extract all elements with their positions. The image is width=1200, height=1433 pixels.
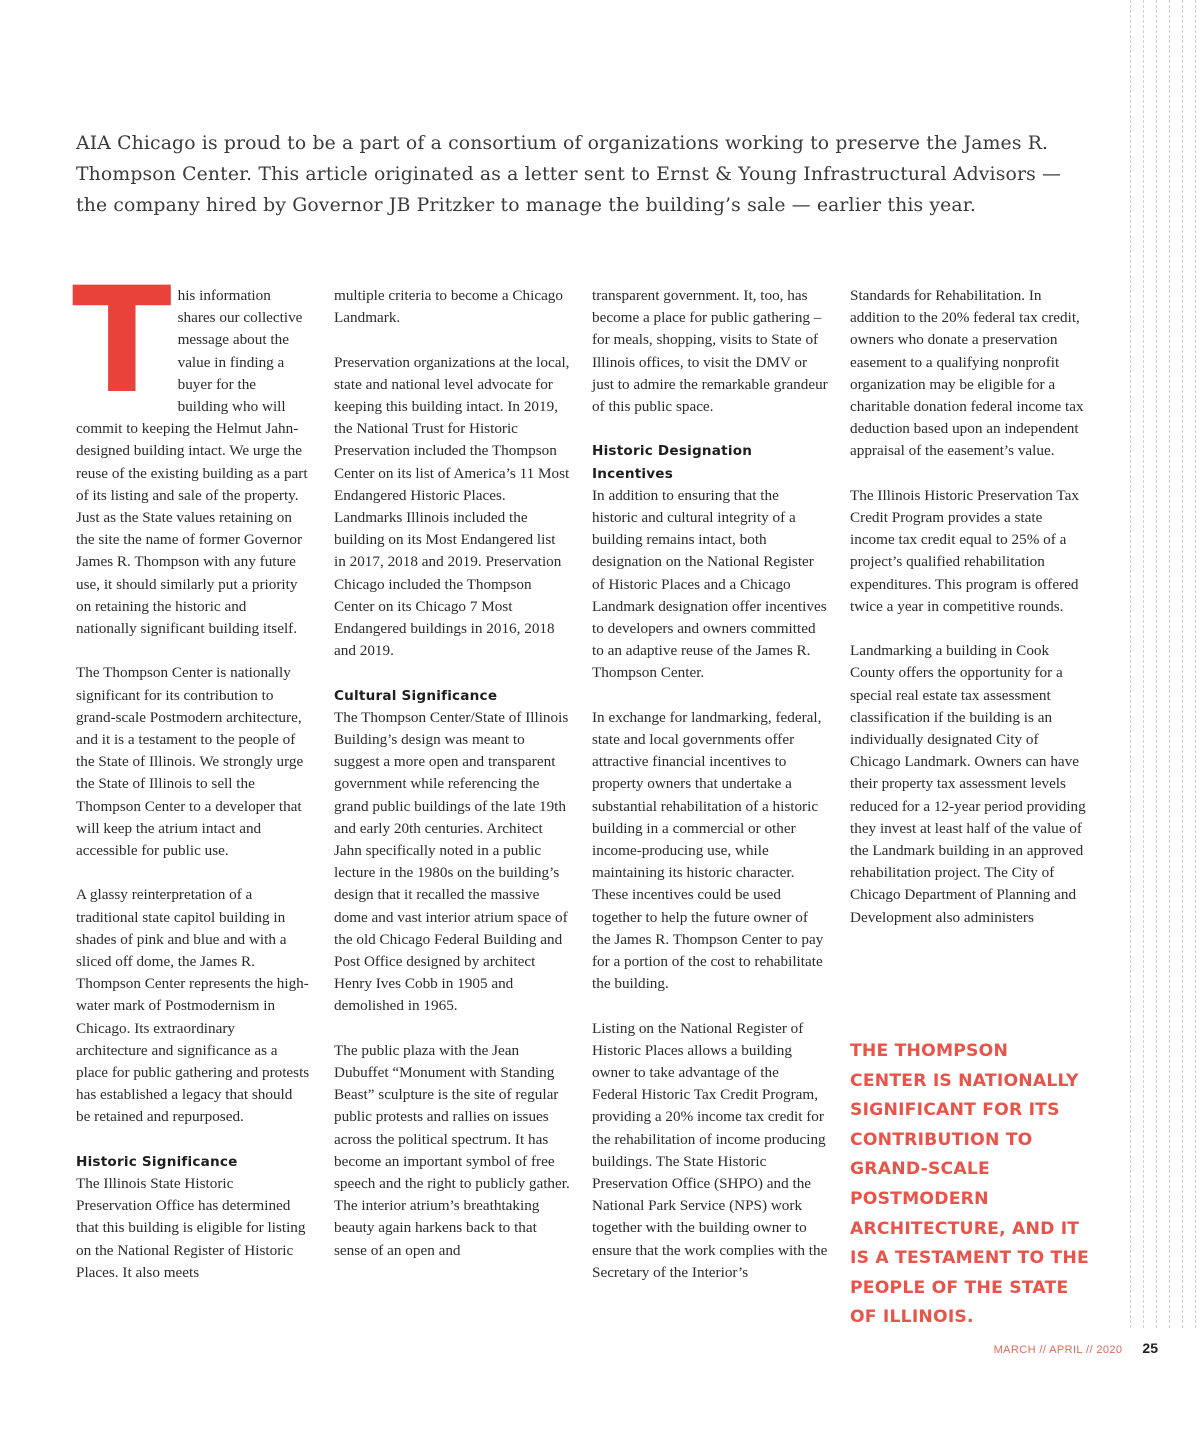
body-paragraph: A glassy reinterpretation of a traditional state capitol building in shades of pink and blue and with a sliced off dome, the James R. Thompson Center represents the high-water mark of Postmodernism in Chicago. Its extraordinary architecture and significance as a place for public gathering and protests has established a legacy that should be retained and repurposed. [76,886,310,1126]
page-number: 25 [1142,1340,1158,1356]
body-paragraph: Listing on the National Register of Historic Places allows a building owner to take advantage of the Federal Historic Tax Credit Program, providing a 20% income tax credit for the rehabilitation of income producing buildings. The State Historic Preservation Office (SHPO) and the National Park Service (NPS) work together with the building owner to ensure that the work complies with the Secretary of the Interior’s [592,1019,828,1281]
drop-cap: T [72,256,168,426]
article-column-2 [334,285,570,1284]
article-column-3 [592,285,828,1306]
intro-paragraph: AIA Chicago is proud to be a part of a consortium of organizations working to preserve the James R. Thompson Center. This article originated as a letter sent to Ernst & Young Infrastructural Advisors — the company hired by Governor JB Pritzker to manage the building’s sale — earlier this year. [76,133,1061,216]
body-paragraph: The Thompson Center/State of Illinois Building’s design was meant to suggest a more open and transparent government while referencing the grand public buildings of the late 19th and early 20th centuries. Architect Jahn specifically noted in a public lecture in the 1980s on the building’s design that it recalled the massive dome and vast interior atrium space of the old Chicago Federal Building and Post Office designed by architect Henry Ives Cobb in 1905 and demolished in 1965. [334,708,569,1015]
body-paragraph: transparent government. It, too, has become a place for public gathering – for meals, shopping, visits to State of Illinois offices, to visit the DMV or just to admire the remarkable grandeur of this public space. [592,287,828,416]
body-paragraph: Standards for Rehabilitation. In addition to the 20% federal tax credit, owners who donate a preservation easement to a qualifying nonprofit organization may be eligible for a charitable donation federal income tax deduction based upon an independent appraisal of the easement’s value. [850,287,1084,460]
body-paragraph: multiple criteria to become a Chicago Landmark. [334,287,563,327]
body-paragraph: The Illinois Historic Preservation Tax Credit Program provides a state income tax credit equal to 25% of a project’s qualified rehabilitation expenditures. This program is offered twice a year in competitive rounds. [850,486,1079,615]
body-paragraph: The Illinois State Historic Preservation Office has determined that this building is eligible for listing on the National Register of Historic Places. It also meets [76,1175,306,1281]
section-heading-designation-incentives: Historic Designation Incentives [592,443,753,482]
article-column-1 [72,256,310,1306]
body-paragraph: This information shares our collective message about the value in finding a buyer for the building who will commit to keeping the Helmut Jahn-designed building intact. We urge the reuse of the existing building as a part of its listing and sale of the property. Just as the State values retaining on the site the name of former Governor James R. Thompson with any future use, it should similarly put a priority on retaining the historic and nationally significant building itself. [72,256,308,638]
body-paragraph: Preservation organizations at the local, state and national level advocate for keeping this building intact. In 2019, the National Trust for Historic Preservation included the Thompson Center on its list of America’s 11 Most Endangered Historic Places. Landmarks Illinois included the building on its Most Endangered list in 2017, 2018 and 2019. Preservation Chicago included the Thompson Center on its Chicago 7 Most Endangered buildings in 2016, 2018 and 2019. [334,353,570,660]
body-paragraph: In exchange for landmarking, federal, state and local governments offer attractive financial incentives to property owners that undertake a substantial rehabilitation of a historic building in a commercial or other income-producing use, while maintaining its historic character. These incentives could be used together to help the future owner of the James R. Thompson Center to pay for a portion of the cost to rehabilitate the building. [592,708,824,993]
pull-quote: THE THOMPSON CENTER IS NATIONALLY SIGNIFICANT FOR ITS CONTRIBUTION TO GRAND-SCALE POSTMODERN ARCHITECTURE, AND IT IS A TESTAMENT TO THE PEOPLE OF THE STATE OF ILLINOIS. [850,1041,1089,1328]
article-column-4 [850,285,1086,951]
page-footer [994,1340,1158,1356]
issue-date: MARCH // APRIL // 2020 [993,1344,1123,1356]
section-heading-cultural-significance: Cultural Significance [334,687,498,704]
body-paragraph: Landmarking a building in Cook County offers the opportunity for a special real estate tax assessment classification if the building is an individually designated City of Chicago Landmark. Owners can have their property tax assessment levels reduced for a 12-year period providing they invest at least half of the value of the Landmark building in an approved rehabilitation project. The City of Chicago Department of Planning and Development also administers [850,642,1086,926]
body-paragraph: The public plaza with the Jean Dubuffet “Monument with Standing Beast” sculpture is the site of regular public protests and rallies on issues across the political spectrum. It has become an important symbol of free speech and the right to publicly gather. The interior atrium’s breathtaking beauty again harkens back to that sense of an open and [334,1041,570,1259]
section-heading-historic-significance: Historic Significance [76,1153,238,1170]
body-paragraph: In addition to ensuring that the historic and cultural integrity of a building remains intact, both designation on the National Register of Historic Places and a Chicago Landmark designation offer incentives to developers and owners committed to an adaptive reuse of the James R. Thompson Center. [592,486,827,682]
margin-guides [1128,0,1200,1328]
body-paragraph: The Thompson Center is nationally significant for its contribution to grand-scale Postmodern architecture, and it is a testament to the people of the State of Illinois. We strongly urge the State of Illinois to sell the Thompson Center to a developer that will keep the atrium intact and accessible for public use. [76,664,304,860]
